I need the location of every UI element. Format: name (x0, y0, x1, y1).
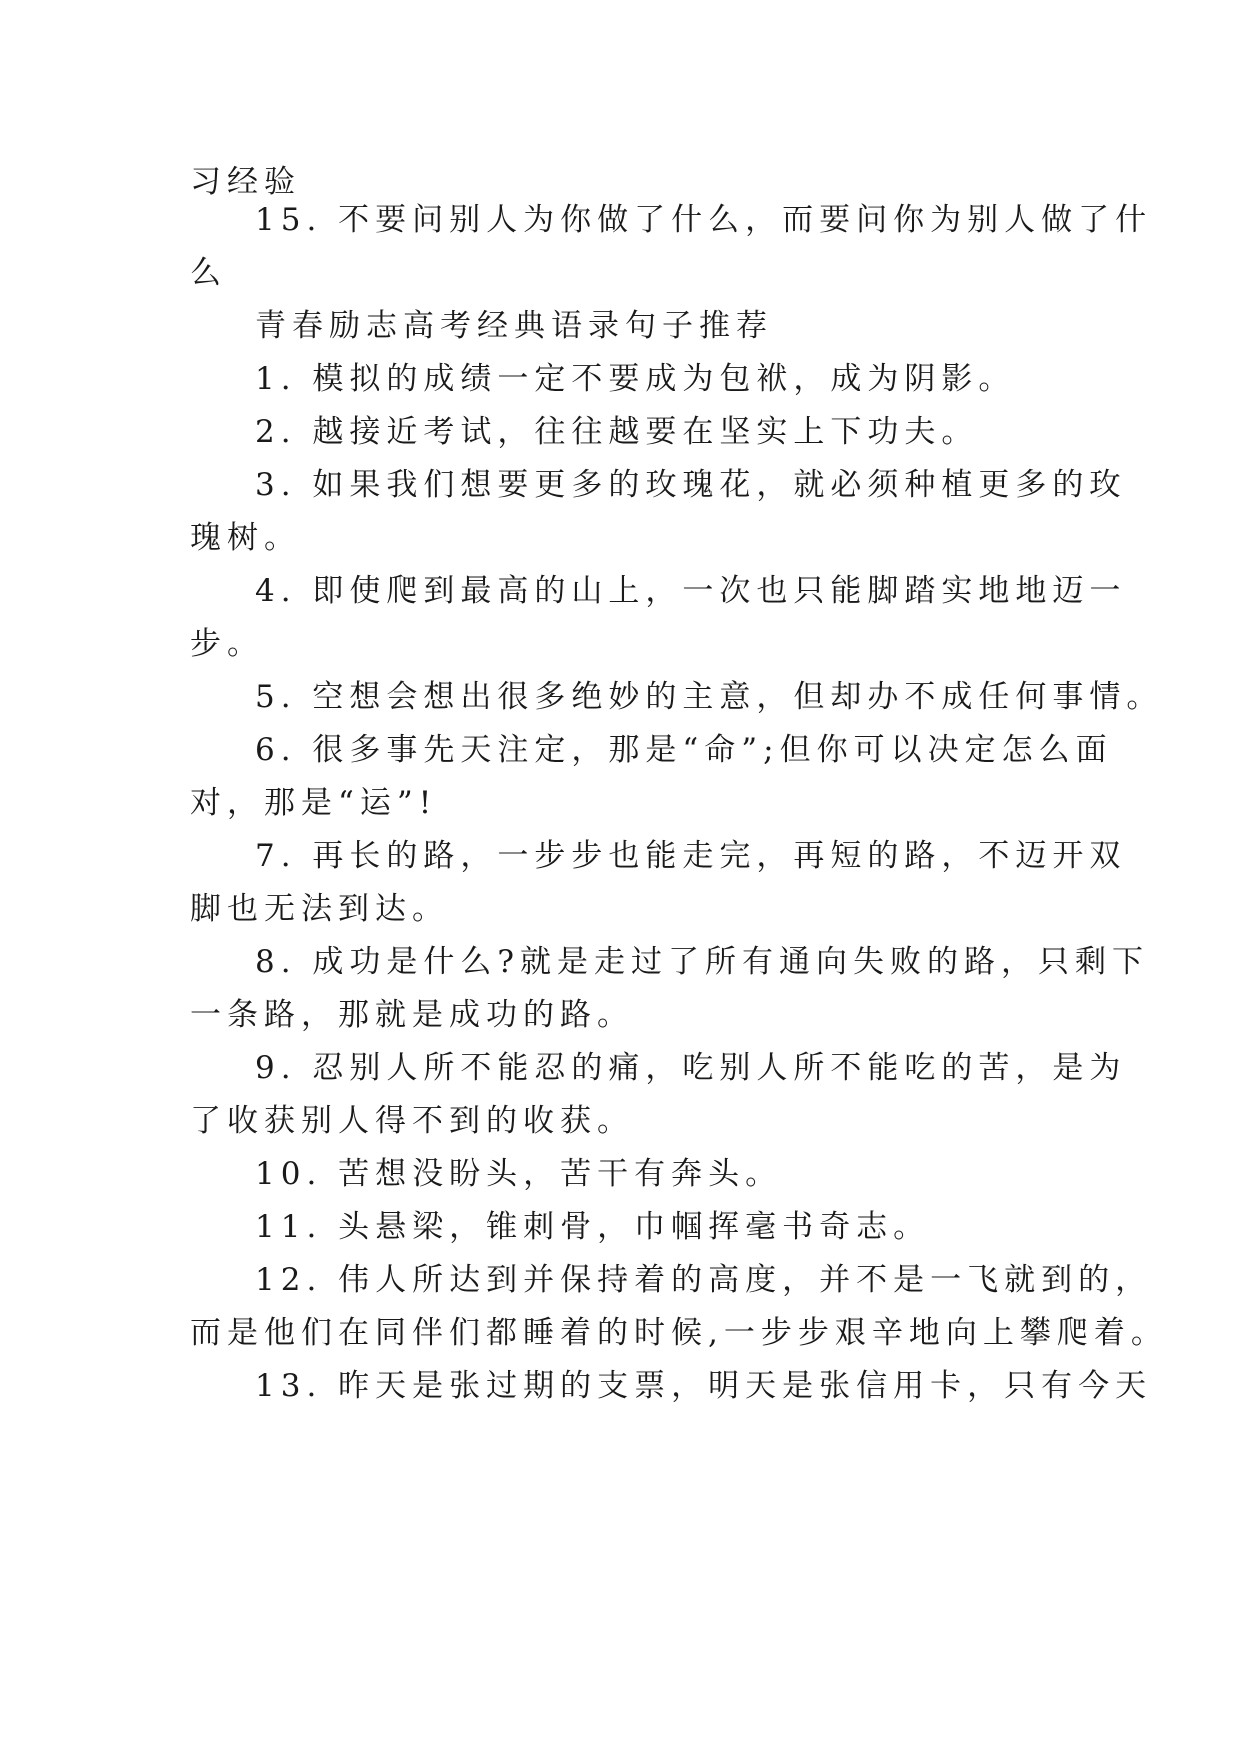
text-line: 瑰树。 (190, 520, 301, 556)
text-line: 了收获别人得不到的收获。 (190, 1103, 634, 1139)
text-line: 13. 昨天是张过期的支票，明天是张信用卡，只有今天 (255, 1368, 1153, 1404)
text-line: 么 (190, 255, 227, 291)
text-line: 2. 越接近考试，往往越要在坚实上下功夫。 (255, 414, 979, 450)
text-line: 1. 模拟的成绩一定不要成为包袱，成为阴影。 (255, 361, 1016, 397)
text-line: 9. 忍别人所不能忍的痛，吃别人所不能吃的苦，是为 (255, 1050, 1127, 1086)
text-line: 而是他们在同伴们都睡着的时候,一步步艰辛地向上攀爬着。 (190, 1315, 1168, 1351)
text-line: 7. 再长的路，一步步也能走完，再短的路，不迈开双 (255, 838, 1127, 874)
text-line: 15. 不要问别人为你做了什么，而要问你为别人做了什 (255, 202, 1153, 238)
text-line: 3. 如果我们想要更多的玫瑰花，就必须种植更多的玫 (255, 467, 1127, 503)
text-line: 5. 空想会想出很多绝妙的主意，但却办不成任何事情。 (255, 679, 1164, 715)
text-line: 一条路，那就是成功的路。 (190, 997, 634, 1033)
text-line: 对，那是“运”! (190, 785, 438, 821)
text-line: 6. 很多事先天注定，那是“命”;但你可以决定怎么面 (255, 732, 1113, 768)
text-line: 习经验 (190, 164, 301, 200)
text-line: 脚也无法到达。 (190, 891, 449, 927)
text-line: 8. 成功是什么?就是走过了所有通向失败的路，只剩下 (255, 944, 1150, 980)
text-line: 11. 头悬梁，锥刺骨，巾帼挥毫书奇志。 (255, 1209, 931, 1245)
text-line: 步。 (190, 626, 264, 662)
text-line: 12. 伟人所达到并保持着的高度，并不是一飞就到的， (255, 1262, 1153, 1298)
section-heading: 青春励志高考经典语录句子推荐 (255, 308, 773, 344)
text-line: 10. 苦想没盼头，苦干有奔头。 (255, 1156, 783, 1192)
text-line: 4. 即使爬到最高的山上，一次也只能脚踏实地地迈一 (255, 573, 1127, 609)
